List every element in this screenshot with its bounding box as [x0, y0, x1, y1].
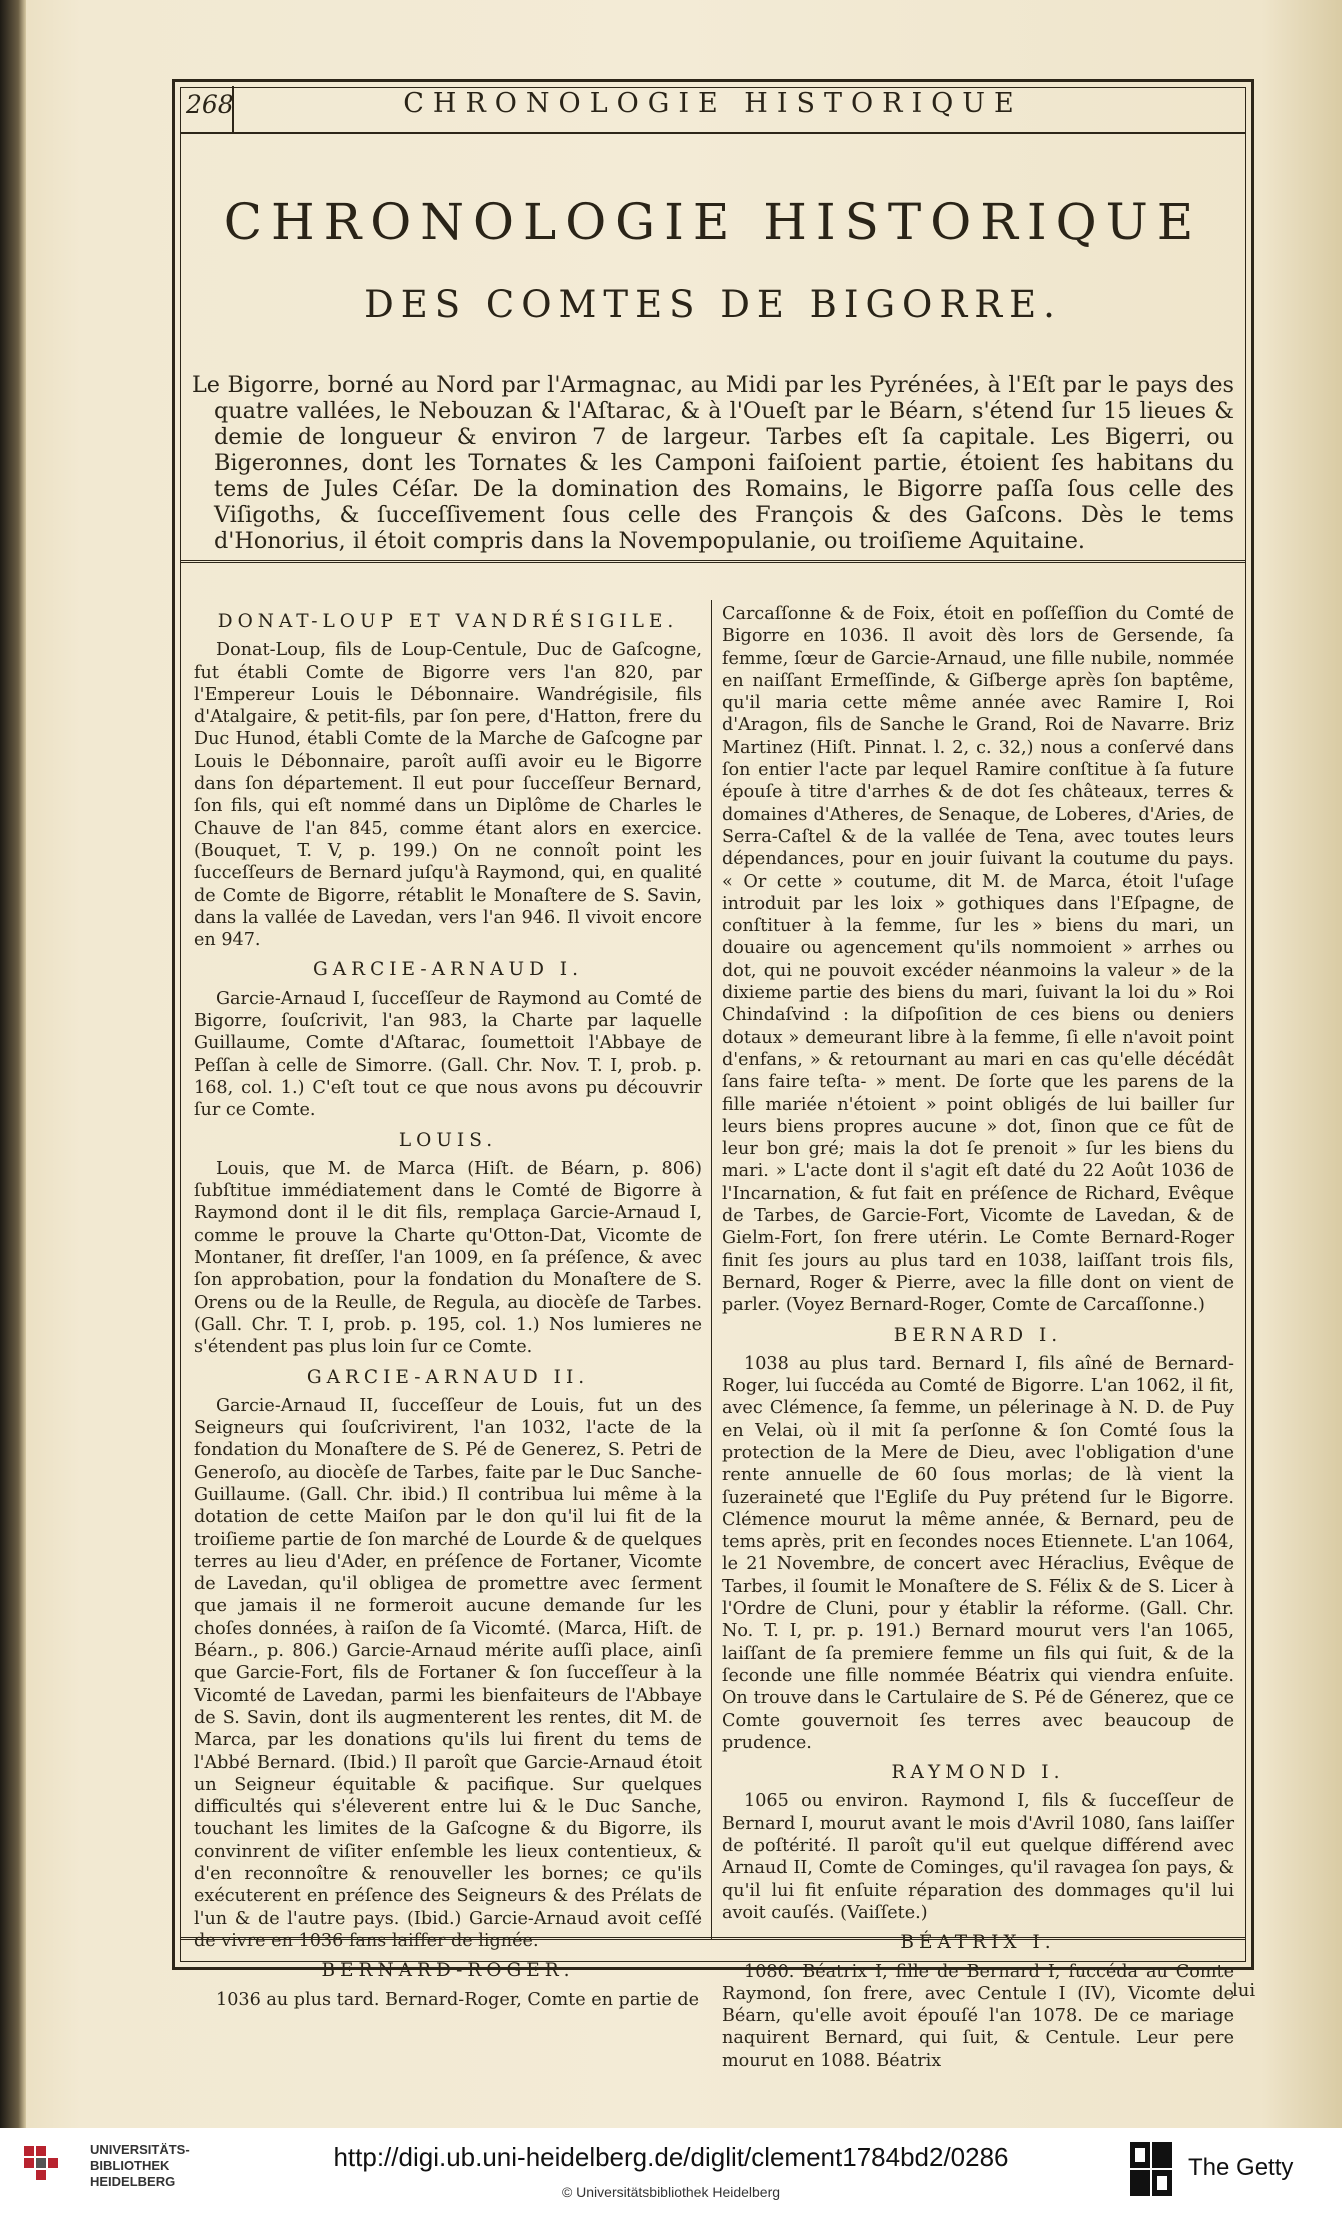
- section-text: 1065 ou environ. Raymond I, fils & ſucceſſeur de Bernard I, mourut avant le mois d'Avril 1080, ſans laiſſer de poſtérité. Il paroît qu'il eut quelque différend avec Arnaud II, Comte de Cominges, qu'il ravagea ſon pays, & qu'il lui fit enſuite réparation des dommages qu'il lui avoit cauſés. (Vaiſſete.): [722, 1791, 1234, 1923]
- catchword: lui: [1232, 1980, 1256, 2001]
- intro-rule: [180, 560, 1246, 567]
- left-column: [194, 603, 702, 2017]
- section-text: 1038 au plus tard. Bernard I, fils aîné de Bernard-Roger, lui ſuccéda au Comté de Bigorre. L'an 1062, il fit, avec Clémence, ſa femme, un pélerinage à N. D. de Puy en Velai, où il mit ſa perſonne & ſon Comté ſous la protection de la Mere de Dieu, avec l'obligation d'une rente annuelle de 60 ſous morlas; de là vient la ſuzeraineté que l'Egliſe du Puy prétend ſur le Bigorre. Clémence mourut la même année, & Bernard, peu de tems après, prit en ſecondes noces Etiennete. L'an 1064, le 21 Novembre, de concert avec Héraclius, Evêque de Tarbes, il ſoumit le Monaſtere de S. Félix & de S. Licer à l'Ordre de Cluni, pour y établir la réforme. (Gall. Chr. No. T. I, pr. p. 191.) Bernard mourut vers l'an 1065, laiſſant de ſa premiere femme un fils qui ſuit, & de la ſeconde une fille nommée Béatrix qui viendra enſuite. On trouve dans le Cartulaire de S. Pé de Génerez, que ce Comte gouvernoit ſes terres avec beaucoup de prudence.: [722, 1353, 1234, 1753]
- permalink-url[interactable]: http://digi.ub.uni-heidelberg.de/diglit/clement1784bd2/0286: [333, 2142, 1009, 2172]
- running-head-divider: [232, 86, 234, 132]
- section-heading: LOUIS.: [398, 1129, 498, 1151]
- section-text: Garcie-Arnaud I, ſucceſſeur de Raymond au Comté de Bigorre, ſouſcrivit, l'an 983, la Charte par laquelle Guillaume, Comte d'Aſtarac, ſoumettoit l'Abbaye de Peſſan à celle de Simorre. (Gall. Chr. Nov. T. I, prob. p. 168, col. 1.) C'eſt tout ce que nous avons pu découvrir ſur ce Comte.: [194, 988, 702, 1121]
- column-divider: [711, 600, 712, 1940]
- section-heading: DONAT-LOUP ET VANDRÉSIGILE.: [217, 611, 679, 632]
- section-text: 1036 au plus tard. Bernard-Roger, Comte en partie de: [216, 1989, 700, 2010]
- section-heading: BÉATRIX I.: [900, 1932, 1056, 1954]
- section-heading: BERNARD I.: [893, 1324, 1063, 1346]
- viewer-footer: [0, 2128, 1342, 2213]
- running-title: CHRONOLOGIE HISTORIQUE: [403, 88, 1023, 119]
- section-text: 1080. Béatrix I, fille de Bernard I, ſuccéda au Comte Raymond, ſon frere, avec Centule I (IV), Vicomte de Béarn, qu'elle avoit épouſé l'an 1078. De ce mariage naquirent Bernard, qui ſuit, & Centule. Leur pere mourut en 1088. Béatrix: [722, 1961, 1234, 2071]
- section-heading: RAYMOND I.: [891, 1762, 1065, 1784]
- intro-paragraph: Le Bigorre, borné au Nord par l'Armagnac, au Midi par les Pyrénées, à l'Eſt par le pays des quatre vallées, le Nebouzan & l'Aſtarac, & à l'Oueſt par le Béarn, s'étend ſur 15 lieues & demie de longueur & environ 7 de largeur. Tarbes eſt ſa capitale. Les Bigerri, ou Bigeronnes, dont les Tornates & les Camponi faiſoient partie, étoient ſes habitans du tems de Jules Céſar. De la domination des Romains, le Bigorre paſſa ſous celle des Viſigoths, & ſucceſſivement ſous celle des François & des Gaſcons. Dès le tems d'Honorius, il étoit compris dans la Novempopulanie, ou troiſieme Aquitaine.: [192, 372, 1234, 554]
- university-library-name: UNIVERSITÄTS- BIBLIOTHEK HEIDELBERG: [90, 2142, 190, 2189]
- copyright-notice: © Universitätsbibliothek Heidelberg: [561, 2184, 781, 2200]
- section-text: Louis, que M. de Marca (Hiſt. de Béarn, p. 806) ſubſtitue immédiatement dans le Comté de Bigorre à Raymond dont il le dit fils, remplaça Garcie-Arnaud I, comme le prouve la Charte qu'Otton-Dat, Vicomte de Montaner, fit dreſſer, l'an 1009, en ſa préſence, & avec ſon approbation, pour la fondation du Monaſtere de S. Orens ou de la Reulle, de Regula, au diocèſe de Tarbes. (Gall. Chr. T. I, prob. p. 195, col. 1.) Nos lumieres ne s'étendent pas plus loin ſur ce Comte.: [194, 1158, 702, 1358]
- right-column: [722, 603, 1234, 2078]
- page-title: CHRONOLOGIE HISTORIQUE: [223, 193, 1203, 251]
- running-head-rule: [180, 132, 1246, 134]
- section-text: Garcie-Arnaud II, ſucceſſeur de Louis, fut un des Seigneurs qui ſouſcrivirent, l'an 1032, l'acte de la fondation du Monaſtere de S. Pé de Generez, S. Petri de Generoſo, au diocèſe de Tarbes, faite par le Duc Sanche-Guillaume. (Gall. Chr. ibid.) Il contribua lui même à la dotation de cette Maiſon par le don qu'il lui fit de la troiſieme partie de ſon marché de Lourde & de quelques terres au lieu d'Ader, en préſence de Fortaner, Vicomte de Lavedan, qu'il obligea de promettre avec ſerment que jamais il ne formeroit aucune demande ſur les choſes données, à raiſon de ſa Vicomté. (Marca, Hiſt. de Béarn., p. 806.) Garcie-Arnaud mérite auſſi place, ainſi que Garcie-Fort, fils de Fortaner & ſon ſucceſſeur à la Vicomté de Lavedan, parmi les bienfaiteurs de l'Abbaye de S. Savin, dont ils augmenterent les rentes, dit M. de Marca, par les donations qu'ils lui firent du tems de l'Abbé Bernard. (Ibid.) Il paroît que Garcie-Arnaud étoit un Seigneur équitable & pacifique. Sur quelques difficultés qui s'éleverent entre lui & le Duc Sanche, touchant les limites de la Gaſcogne & du Bigorre, ils convinrent de viſiter enſemble les lieux contentieux, & d'en reconnoître & renouveller les bornes; ce qu'ils exécuterent en préſence des Seigneurs & des Prélats de l'un & de l'autre pays. (Ibid.) Garcie-Arnaud avoit ceſſé de vivre en 1036 ſans laiſſer de lignée.: [194, 1395, 702, 1951]
- section-heading: BERNARD-ROGER.: [321, 1960, 575, 1982]
- page-number: 268: [186, 90, 234, 119]
- book-gutter: [0, 0, 26, 2128]
- section-text: Carcaſſonne & de Foix, étoit en poſſeſſion du Comté de Bigorre en 1036. Il avoit dès lors de Gersende, ſa femme, ſœur de Garcie-Arnaud, une fille nubile, nommée en naiſſant Ermeſſinde, & Giſberge après ſon baptême, qu'il maria cette même année avec Ramire I, Roi d'Aragon, fils de Sanche le Grand, Roi de Navarre. Briz Martinez (Hiſt. Pinnat. l. 2, c. 32,) nous a conſervé dans ſon entier l'acte par lequel Ramire conſtitue à ſa future épouſe à titre d'arrhes & de dot ſes châteaux, terres & domaines d'Atheres, de Senaque, de Loberes, d'Aries, de Serra-Caſtel & de la vallée de Tena, avec toutes leurs dépendances, pour en jouir ſuivant la coutume du pays. « Or cette » coutume, dit M. de Marca, étoit l'uſage introduit par les loix » gothiques dans l'Eſpagne, de conſtituer à la femme, ſur les » biens du mari, un douaire ou agencement qu'ils nommoient » arrhes ou dot, qui ne pouvoit excéder néanmoins la valeur » de la dixieme partie des biens du mari, ſuivant la loi du » Roi Chindaſvind : la diſpoſition de ces biens ou deniers dotaux » demeurant libre à la femme, ſi elle n'avoit point d'enfans, » & retournant au mari en cas qu'elle décédât ſans faire teſta- » ment. De ſorte que les parens de la fille mariée n'étoient » point obligés de lui bailler ſur leurs biens propres aucune » dot, ſinon que ce fût de leur bon gré; mais la dot ſe prenoit » ſur les biens du mari. » L'acte dont il s'agit eſt daté du 22 Août 1036 de l'Incarnation, & fut fait en préſence de Richard, Evêque de Tarbes, de Garcie-Fort, Vicomte de Lavedan, & de Gielm-Fort, ſon frere utérin. Le Comte Bernard-Roger finit ſes jours au plus tard en 1038, laiſſant trois fils, Bernard, Roger & Pierre, avec la fille dont on vient de parler. (Voyez Bernard-Roger, Comte de Carcaſſonne.): [722, 604, 1234, 1316]
- bottom-rule: [180, 1937, 1246, 1944]
- getty-label: The Getty: [1188, 2154, 1294, 2181]
- section-heading: GARCIE-ARNAUD II.: [306, 1366, 590, 1388]
- section-text: Donat-Loup, fils de Loup-Centule, Duc de Gaſcogne, fut établi Comte de Bigorre vers l'an 820, par l'Empereur Louis le Débonnaire. Wandrégisile, fils d'Atalgaire, & petit-fils, par ſon pere, d'Hatton, frere du Duc Hunod, établi Comte de la Marche de Gaſcogne par Louis le Débonnaire, paroît auſſi avoir eu le Bigorre dans ſon département. Il eut pour ſucceſſeur Bernard, ſon fils, qui eſt nommé dans un Diplôme de Charles le Chauve de l'an 845, comme étant alors en exercice. (Bouquet, T. V, p. 199.) On ne connoît point les ſucceſſeurs de Bernard juſqu'à Raymond, qui, en qualité de Comte de Bigorre, rétablit le Monaſtere de S. Savin, dans la vallée de Lavedan, vers l'an 946. Il vivoit encore en 947.: [194, 640, 702, 951]
- page-subtitle: DES COMTES DE BIGORRE.: [364, 283, 1062, 326]
- section-heading: GARCIE-ARNAUD I.: [313, 959, 583, 981]
- running-head: [180, 86, 1246, 130]
- getty-logo-icon: [1130, 2142, 1174, 2198]
